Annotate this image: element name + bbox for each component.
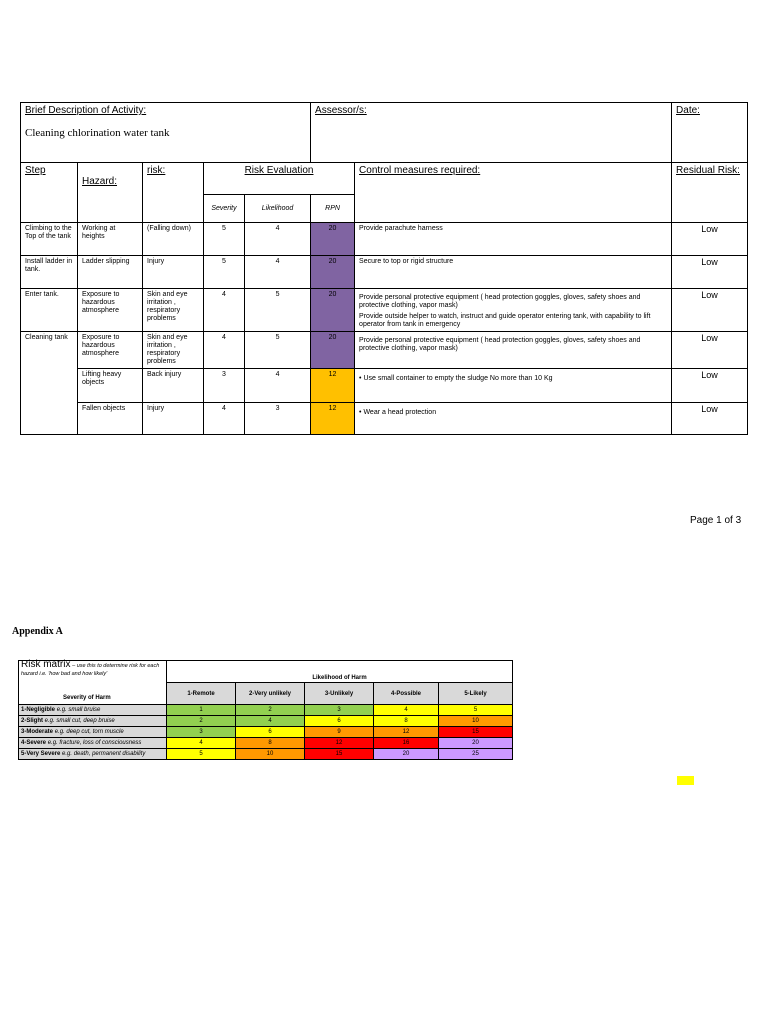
risk-evaluation-header: Risk Evaluation (204, 163, 355, 195)
table-row (21, 223, 748, 256)
residual-cell: Low (672, 223, 748, 256)
control-cell (355, 369, 672, 403)
matrix-cell: 4 (374, 705, 439, 716)
assessors-cell (311, 103, 672, 163)
likelihood-cell: 4 (245, 223, 311, 256)
control-text: Provide personal protective equipment ( head protection goggles, gloves, safety shoes and protective clothing, vapor mask) (359, 294, 641, 309)
hazard-cell: Exposure to hazardous atmosphere (78, 289, 143, 332)
severity-row-label: 2-Slight e.g. small cut, deep bruise (19, 716, 167, 727)
rpn-cell: 12 (311, 369, 355, 403)
matrix-cell: 20 (374, 749, 439, 760)
likelihood-2-header: 2-Very unlikely (236, 683, 305, 705)
table-row (21, 289, 748, 332)
yellow-highlight-mark (677, 776, 694, 785)
severity-header: Severity (204, 195, 245, 223)
matrix-cell: 4 (236, 716, 305, 727)
matrix-row (19, 727, 513, 738)
assessors-label: Assessor/s: (315, 105, 367, 116)
table-row (21, 403, 748, 435)
control-text-2: Provide outside helper to watch, instruct and guide operator entering tank, with capability to lift operator from tank in emergency (359, 313, 651, 328)
severity-row-label: 3-Moderate e.g. deep cut, torn muscle (19, 727, 167, 738)
rpn-header: RPN (311, 195, 355, 223)
matrix-cell: 2 (167, 716, 236, 727)
control-text: Provide personal protective equipment ( head protection goggles, gloves, safety shoes and protective clothing, vapor mask) (359, 337, 641, 352)
page-number: Page 1 of 3 (690, 515, 742, 526)
severity-cell: 4 (204, 403, 245, 435)
hazard-cell: Fallen objects (78, 403, 143, 435)
likelihood-cell: 5 (245, 332, 311, 369)
control-cell (355, 289, 672, 332)
control-text: • Use small container to empty the sludge No more than 10 Kg (359, 375, 667, 383)
table-row (21, 256, 748, 289)
rpn-cell: 12 (311, 403, 355, 435)
risk-matrix-body (18, 704, 513, 760)
residual-cell: Low (672, 403, 748, 435)
risk-cell: (Falling down) (143, 223, 204, 256)
matrix-cell: 4 (167, 738, 236, 749)
risk-assessment-table (20, 102, 748, 435)
activity-description-cell (21, 103, 311, 163)
likelihood-3-header: 3-Unlikely (305, 683, 374, 705)
control-text: • Wear a head protection (359, 409, 667, 417)
likelihood-cell: 4 (245, 369, 311, 403)
rpn-cell: 20 (311, 289, 355, 332)
matrix-cell: 9 (305, 727, 374, 738)
residual-cell: Low (672, 289, 748, 332)
step-cell: Enter tank. (21, 289, 78, 332)
control-cell: Secure to top or rigid structure (355, 256, 672, 289)
rpn-cell: 20 (311, 223, 355, 256)
severity-cell: 5 (204, 256, 245, 289)
matrix-cell: 2 (236, 705, 305, 716)
control-cell (355, 403, 672, 435)
appendix-title: Appendix A (12, 626, 63, 637)
severity-row-label: 5-Very Severe e.g. death, permanent disability (19, 749, 167, 760)
likelihood-header: Likelihood (245, 195, 311, 223)
residual-cell: Low (672, 256, 748, 289)
matrix-cell: 25 (439, 749, 513, 760)
severity-row-label: 4-Severe e.g. fracture, loss of consciousness (19, 738, 167, 749)
severity-cell: 4 (204, 289, 245, 332)
rpn-cell: 20 (311, 332, 355, 369)
matrix-cell: 16 (374, 738, 439, 749)
matrix-cell: 12 (374, 727, 439, 738)
likelihood-4-header: 4-Possible (374, 683, 439, 705)
matrix-cell: 3 (305, 705, 374, 716)
residual-risk-header: Residual Risk: (672, 163, 748, 223)
matrix-cell: 15 (305, 749, 374, 760)
date-cell (672, 103, 748, 163)
matrix-cell: 12 (305, 738, 374, 749)
matrix-row (19, 738, 513, 749)
matrix-row (19, 705, 513, 716)
severity-row-label: 1-Negligible e.g. small bruise (19, 705, 167, 716)
control-measures-header: Control measures required: (355, 163, 672, 223)
likelihood-1-header: 1-Remote (167, 683, 236, 705)
risk-cell: Skin and eye irritation , respiratory problems (143, 332, 204, 369)
matrix-row (19, 749, 513, 760)
likelihood-5-header: 5-Likely (439, 683, 513, 705)
risk-cell: Back injury (143, 369, 204, 403)
step-cell: Climbing to the Top of the tank (21, 223, 78, 256)
severity-cell: 3 (204, 369, 245, 403)
likelihood-cell: 3 (245, 403, 311, 435)
likelihood-of-harm-header: Likelihood of Harm (167, 661, 513, 683)
matrix-cell: 15 (439, 727, 513, 738)
table-row (21, 369, 748, 403)
risk-header: risk: (143, 163, 204, 223)
matrix-cell: 3 (167, 727, 236, 738)
matrix-cell: 20 (439, 738, 513, 749)
severity-cell: 4 (204, 332, 245, 369)
hazard-header: Hazard: (78, 163, 143, 223)
severity-of-harm-header: Severity of Harm (63, 695, 111, 701)
hazard-cell: Working at heights (78, 223, 143, 256)
risk-cell: Skin and eye irritation , respiratory problems (143, 289, 204, 332)
matrix-cell: 8 (374, 716, 439, 727)
likelihood-cell: 4 (245, 256, 311, 289)
hazard-cell: Lifting heavy objects (78, 369, 143, 403)
matrix-cell: 10 (236, 749, 305, 760)
matrix-row (19, 716, 513, 727)
activity-name: Cleaning chlorination water tank (25, 127, 170, 139)
matrix-note: – use this to determine risk for each hazard i.e. 'how bad and how likely' (21, 663, 160, 677)
control-cell (355, 332, 672, 369)
rpn-cell: 20 (311, 256, 355, 289)
step-cell: Install ladder in tank. (21, 256, 78, 289)
likelihood-cell: 5 (245, 289, 311, 332)
matrix-cell: 1 (167, 705, 236, 716)
risk-cell: Injury (143, 403, 204, 435)
matrix-cell: 10 (439, 716, 513, 727)
severity-cell: 5 (204, 223, 245, 256)
step-header: Step (21, 163, 78, 223)
matrix-cell: 8 (236, 738, 305, 749)
matrix-cell: 6 (305, 716, 374, 727)
matrix-title: Risk matrix (21, 659, 71, 670)
residual-cell: Low (672, 369, 748, 403)
matrix-cell: 6 (236, 727, 305, 738)
hazard-cell: Ladder slipping (78, 256, 143, 289)
step-cell: Cleaning tank (21, 332, 78, 435)
table-row (21, 332, 748, 369)
brief-description-label: Brief Description of Activity: (25, 105, 147, 116)
control-cell: Provide parachute harness (355, 223, 672, 256)
matrix-cell: 5 (439, 705, 513, 716)
matrix-cell: 5 (167, 749, 236, 760)
hazard-cell: Exposure to hazardous atmosphere (78, 332, 143, 369)
date-label: Date: (676, 105, 700, 116)
residual-cell: Low (672, 332, 748, 369)
risk-cell: Injury (143, 256, 204, 289)
